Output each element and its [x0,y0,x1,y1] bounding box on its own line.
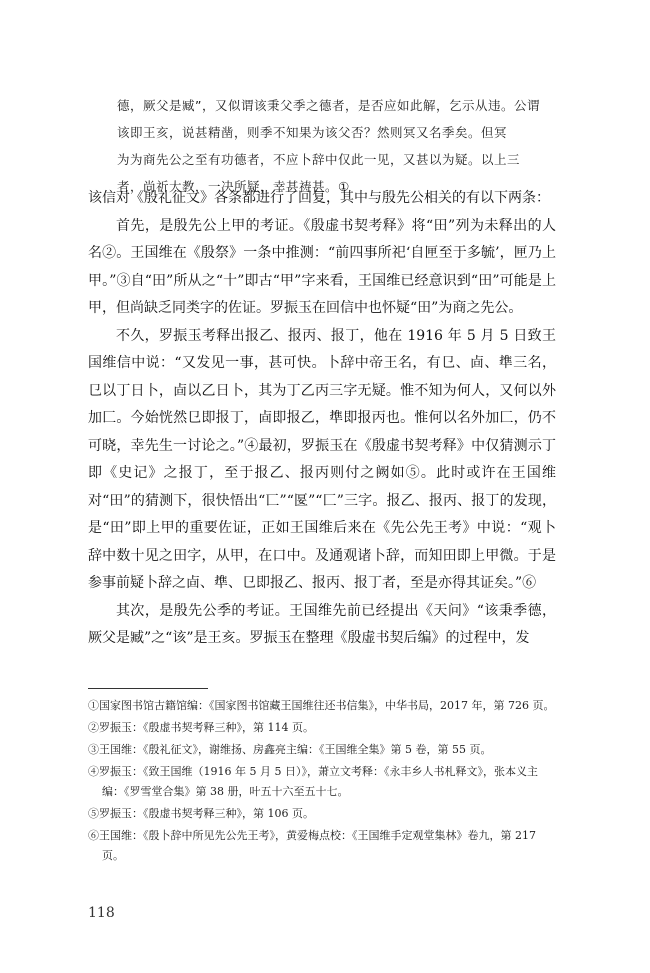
footnote: ②罗振玉：《殷虚书契考释三种》，第 114 页。 [88,721,314,734]
paragraph: 首先，是殷先公上甲的考证。《殷虚书契考释》将“田”列为未释出的人名②。王国维在《殷祭》一条中推测：“前四事所祀‘自匣至于多毓’，匣乃上甲。”③自“田”所从之“十”即古“甲”字来看，王国维已经意识到“田”可能是上甲，但尚缺乏同类字的佐证。罗振玉在回信中也怀疑“田”为商之先公。 [88,217,556,316]
quote-line: 该即王亥，说甚精凿，则季不知果为该父否？然则冥又名季矣。但冥 [117,125,508,140]
block-quote [117,92,557,200]
footnote: ③王国维：《殷礼征文》，谢维扬、房鑫亮主编：《王国维全集》第 5 卷，第 55 页。 [88,743,492,756]
paragraph: 不久，罗振玉考释出报乙、报丙、报丁，他在 1916 年 5 月 5 日致王国维信中说：“又发见一事，甚可快。卜辞中帝王名，有㔾、㔽、㔼三名，㔾以丁日卜，㔽以乙日卜，其为丁乙丙三字无疑。惟不知为何人，又何以外加匚。今始恍然㔾即报丁，㔽即报乙，㔼即报丙也。惟何以名外加匚，仍不可晓，幸先生一讨论之。”④最初，罗振玉在《殷虚书契考释》中仅猜测示丁即《史记》之报丁，至于报乙、报丙则付之阙如⑤。此时或许在王国维对“田”的猜测下，很快悟出“匸”“匽”“匚”三字。报乙、报丙、报丁的发现，是“田”即上甲的重要佐证，正如王国维后来在《先公先王考》中说：“观卜辞中数十见之田字，从甲，在口中。及通观诸卜辞，而知田即上甲微。于是参事前疑卜辞之㔽、㔼、㔾即报乙、报丙、报丁者，至是亦得其证矣。”⑥ [88,327,556,591]
footnotes [88,696,556,868]
footnote-divider [88,688,208,689]
footnote: ⑤罗振玉：《殷虚书契考释三种》，第 106 页。 [88,807,314,820]
footnote: ①国家图书馆古籍馆编：《国家图书馆藏王国维往还书信集》，中华书局，2017 年，第 726 页。 [88,699,555,712]
footnote: ⑥王国维：《殷卜辞中所见先公先王考》，黄爱梅点校：《王国维手定观堂集林》卷九，第 217 页。 [88,829,536,862]
paragraph: 该信对《殷礼征文》各条都进行了回复，其中与殷先公相关的有以下两条： [88,190,550,206]
footnote: ④罗振玉：《致王国维（1916 年 5 月 5 日）》，萧立文考释：《永丰乡人书札释文》，张本义主编：《罗雪堂合集》第 38 册，叶五十六至五十七。 [88,765,538,798]
quote-line: 德，厥父是臧”，又似谓该秉父季之德者，是否应如此解，乞示从违。公谓 [117,98,540,113]
paragraph: 其次，是殷先公季的考证。王国维先前已经提出《天问》“该秉季德，厥父是臧”之“该”是王亥。罗振玉在整理《殷虚书契后编》的过程中，发 [88,602,556,646]
quote-line: 者，尚祈大教，一决所疑，幸甚祷甚。① [117,179,350,194]
page-number: 118 [88,905,115,921]
body-text [88,185,556,653]
quote-line: 为为商先公之至有功德者，不应卜辞中仅此一见，又甚以为疑。以上三 [117,152,521,167]
